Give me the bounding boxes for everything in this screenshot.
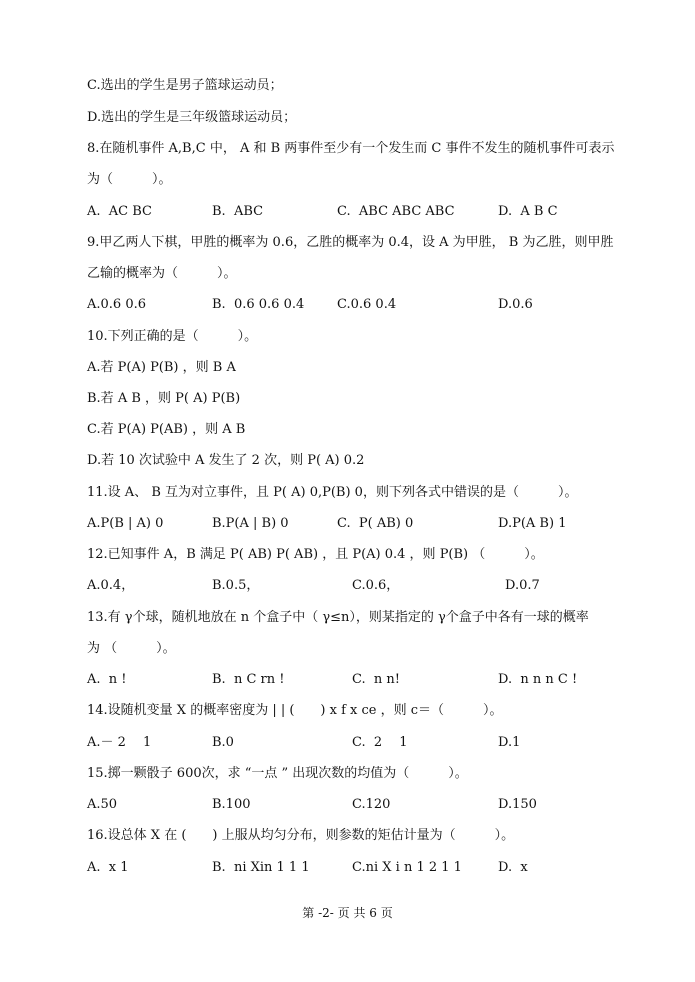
- option-a: A.0.6 0.6: [87, 297, 147, 312]
- option-c: C.ni X i n 1 2 1 1: [352, 860, 462, 875]
- question-8-options: [87, 204, 647, 300]
- option-line-c-prev: C.选出的学生是男子篮球运动员；: [87, 78, 283, 93]
- option-a: A.50: [87, 797, 118, 812]
- question-10-option-c: C.若 P(A) P(AB) ，则 A B: [87, 422, 246, 437]
- option-b: B. n C rn !: [212, 672, 285, 687]
- option-c: C. n n!: [352, 672, 400, 687]
- option-d: D.P(A B) 1: [498, 516, 567, 531]
- question-14: 14.设随机变量 X 的概率密度为 | | ( ) x f x ce ，则 c＝（ ）。: [87, 703, 503, 718]
- question-9: 9.甲乙两人下棋，甲胜的概率为 0.6，乙胜的概率为 0.4，设 A 为甲胜， B 为乙胜，则甲胜: [87, 235, 614, 250]
- option-c: C. 2 1: [352, 735, 408, 750]
- question-13-cont: 为 （ ）。: [87, 641, 176, 656]
- option-c: C.0.6 0.4: [337, 297, 397, 312]
- option-c: C.120: [352, 797, 391, 812]
- option-b: B. 0.6 0.6 0.4: [212, 297, 305, 312]
- question-11: 11.设 A、 B 互为对立事件，且 P( A) 0,P(B) 0，则下列各式中错误的是（ ）。: [87, 485, 578, 500]
- question-12-options: [87, 578, 647, 674]
- option-b: B.0.5，: [212, 578, 260, 593]
- question-8-cont: 为（ ）。: [87, 172, 172, 187]
- option-d: D. n n n C !: [498, 672, 578, 687]
- question-12: 12.已知事件 A，B 满足 P( AB) P( AB) ，且 P(A) 0.4 ，则 P(B) （ ）。: [87, 547, 544, 562]
- option-line-d-prev: D.选出的学生是三年级篮球运动员；: [87, 110, 297, 125]
- option-a: A.P(B | A) 0: [87, 516, 164, 531]
- option-a: A. n !: [87, 672, 127, 687]
- question-13: 13.有 γ个球，随机地放在 n 个盒子中（ γ≤n），则某指定的 γ个盒子中各有一球的概率: [87, 610, 589, 625]
- option-b: B. ni Xin 1 1 1: [212, 860, 310, 875]
- question-10: 10.下列正确的是（ ）。: [87, 329, 258, 344]
- question-9-cont: 乙输的概率为（ ）。: [87, 266, 237, 281]
- option-b: B.P(A | B) 0: [212, 516, 289, 531]
- option-c: C. P( AB) 0: [337, 516, 414, 531]
- option-a: A. x 1: [87, 860, 129, 875]
- question-15: 15.掷一颗骰子 600次，求 “一点 ” 出现次数的均值为（ ）。: [87, 766, 468, 781]
- option-d: D. A B C: [498, 204, 558, 219]
- option-b: B.0: [212, 735, 234, 750]
- option-b: B. ABC: [212, 204, 264, 219]
- option-d: D.150: [498, 797, 537, 812]
- option-d: D. x: [498, 860, 528, 875]
- option-b: B.100: [212, 797, 251, 812]
- question-10-option-a: A.若 P(A) P(B) ，则 B A: [87, 360, 236, 375]
- option-a: A.0.4，: [87, 578, 135, 593]
- option-a: A.－ 2 1: [87, 735, 152, 750]
- option-a: A. AC BC: [87, 204, 152, 219]
- option-c: C.0.6，: [352, 578, 400, 593]
- option-d: D.0.7: [505, 578, 540, 593]
- question-8: 8.在随机事件 A,B,C 中， A 和 B 两事件至少有一个发生而 C 事件不发生的随机事件可表示: [87, 141, 615, 156]
- question-10-option-d: D.若 10 次试验中 A 发生了 2 次，则 P( A) 0.2: [87, 453, 365, 468]
- option-d: D.0.6: [498, 297, 533, 312]
- page-footer: 第 -2- 页 共 6 页: [302, 906, 393, 920]
- question-9-options: [87, 297, 647, 393]
- option-d: D.1: [498, 735, 521, 750]
- question-16: 16.设总体 X 在 ( ) 上服从均匀分布，则参数的矩估计量为（ ）。: [87, 828, 515, 843]
- option-c: C. ABC ABC ABC: [337, 204, 455, 219]
- question-10-option-b: B.若 A B ，则 P( A) P(B): [87, 391, 241, 406]
